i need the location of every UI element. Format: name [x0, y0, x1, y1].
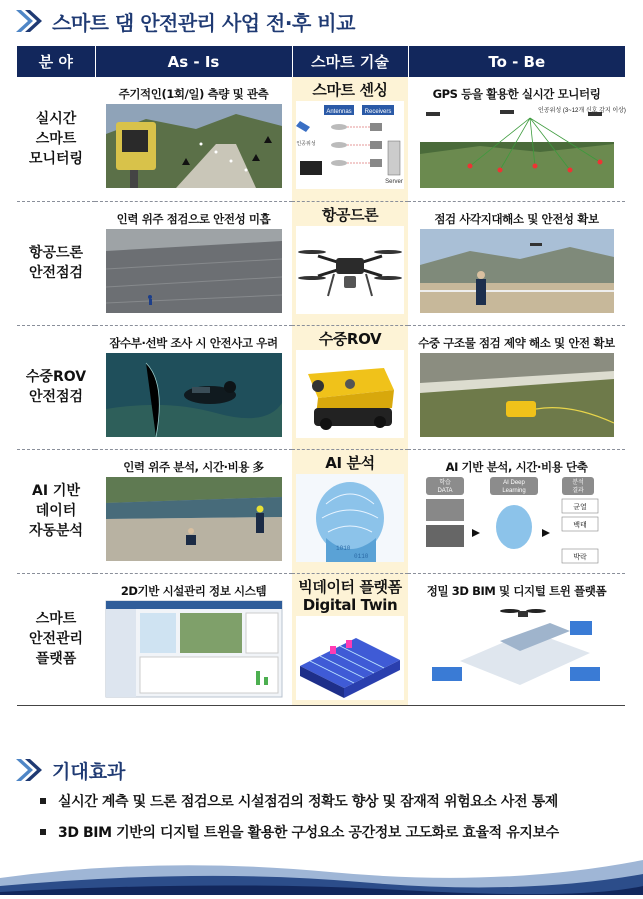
asis-caption: 잠수부·선박 조사 시 안전사고 우려 — [109, 335, 278, 350]
satellite-label: 인공위성 (3~12개 신호 감지 이상) — [537, 108, 626, 114]
dam-slope-photo — [106, 229, 282, 313]
smart-tech-label: 빅데이터 플랫폼 Digital Twin — [298, 577, 402, 614]
sensor-label: 인공위성 — [296, 141, 316, 147]
tobe-caption: 정밀 3D BIM 및 디지털 트윈 플랫폼 — [426, 583, 607, 598]
asis-caption: 인력 위주 점검으로 안전성 미흡 — [116, 211, 271, 226]
table-header-row — [17, 46, 625, 77]
rov-inspection-photo — [420, 353, 614, 437]
row-field: AI 기반 데이터 자동분석 — [17, 449, 95, 573]
drone-inspection-photo — [420, 229, 614, 313]
learn-data-label: 학습 — [438, 479, 451, 486]
table-row — [17, 325, 625, 449]
bullet-icon — [40, 798, 46, 804]
header-asis: As - Is — [95, 46, 292, 77]
effect-item — [40, 791, 558, 811]
survey-instrument-photo — [106, 104, 282, 188]
comparison-table — [17, 46, 625, 706]
3d-bim-platform-image — [420, 601, 614, 695]
underwater-rov-image — [296, 350, 404, 438]
effect-text: 3D BIM 기반의 디지털 트윈을 활용한 구성요소 공간정보 고도화로 효율적 유지보수 — [58, 825, 559, 841]
antennas-label: Antennas — [326, 109, 352, 115]
effect-item — [40, 822, 559, 842]
tobe-caption: 수중 구조물 점검 제약 해소 및 안전 확보 — [418, 335, 615, 350]
digital-twin-image — [296, 616, 404, 700]
header-smart: 스마트 기술 — [292, 46, 408, 77]
footer-wave — [0, 850, 643, 895]
result-label: 분석 — [571, 479, 584, 486]
page-title: 스마트 댐 안전관리 사업 전·후 비교 — [52, 10, 355, 35]
tobe-caption: 점검 사각지대해소 및 안전성 확보 — [434, 211, 599, 226]
header-field: 분 야 — [17, 46, 95, 77]
page-header — [14, 6, 355, 36]
svg-text:0110: 0110 — [354, 552, 369, 560]
bullet-icon — [40, 829, 46, 835]
svg-text:DATA: DATA — [436, 487, 453, 494]
row-field: 수중ROV 안전점검 — [17, 325, 95, 449]
result-efflorescence: 백태 — [572, 521, 587, 529]
gps-sensing-diagram — [296, 101, 404, 189]
aerial-drone-image — [296, 226, 404, 314]
header-tobe: To - Be — [408, 46, 625, 77]
smart-tech-label: 스마트 센싱 — [312, 81, 388, 99]
ai-flow-diagram — [420, 477, 614, 561]
smart-tech-label: 항공드론 — [321, 205, 379, 224]
chevron-icon — [14, 757, 44, 783]
satellite-monitoring-image — [420, 104, 626, 188]
smart-tech-label: AI 분석 — [325, 453, 375, 472]
deep-learning-label: AI Deep — [502, 479, 525, 486]
table-row — [17, 573, 625, 705]
receivers-label: Receivers — [364, 109, 392, 115]
row-field: 항공드론 안전점검 — [17, 201, 95, 325]
asis-caption: 주기적인(1회/일) 측량 및 관측 — [118, 87, 269, 101]
2d-system-screenshot — [106, 601, 282, 697]
effects-title: 기대효과 — [52, 760, 126, 783]
manual-analysis-photo — [106, 477, 282, 561]
table-row — [17, 77, 625, 201]
tobe-caption: GPS 등을 활용한 실시간 모니터링 — [432, 87, 601, 101]
table-row — [17, 201, 625, 325]
chevron-icon — [14, 8, 44, 34]
result-crack: 균열 — [572, 503, 587, 511]
row-field: 스마트 안전관리 플랫폼 — [17, 573, 95, 705]
table-row — [17, 449, 625, 573]
smart-tech-label: 수중ROV — [318, 329, 382, 348]
diver-photo — [106, 353, 282, 437]
asis-caption: 인력 위주 분석, 시간·비용 多 — [123, 459, 264, 474]
effect-text: 실시간 계측 및 드론 점검으로 시설점검의 정확도 향상 및 잠재적 위험요소 사전 통제 — [58, 794, 558, 810]
ai-brain-image — [296, 474, 404, 562]
asis-caption: 2D기반 시설관리 정보 시스템 — [120, 583, 267, 598]
svg-text:1010: 1010 — [336, 544, 351, 552]
tobe-caption: AI 기반 분석, 시간·비용 단축 — [445, 459, 588, 474]
row-field: 실시간 스마트 모니터링 — [17, 77, 95, 201]
server-label: Server — [385, 179, 403, 185]
result-spalling: 박락 — [572, 553, 587, 561]
svg-text:결과: 결과 — [571, 487, 584, 494]
svg-text:Learning: Learning — [501, 487, 526, 494]
effects-header — [14, 756, 125, 784]
